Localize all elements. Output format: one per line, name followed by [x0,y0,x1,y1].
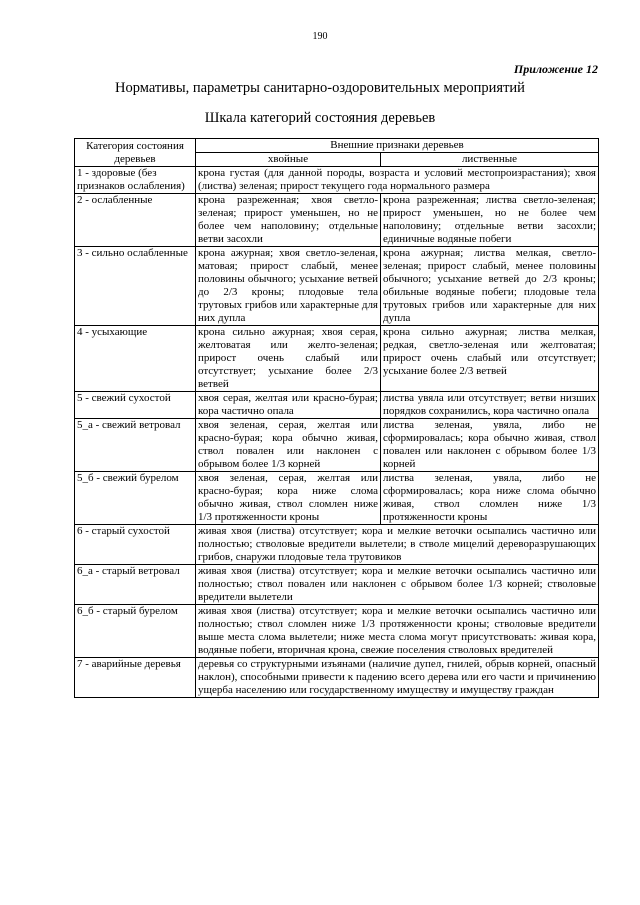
category-cell: 1 - здоровые (без признаков ослабления) [75,167,196,194]
conifer-cell: хвоя зеленая, серая, желтая или красно-бурая; кора обычно живая, ствол повален или наклонен с обрывом более 1/3 корней [196,419,381,472]
deciduous-cell: крона разреженная; листва светло-зеленая; прирост уменьшен, но не более чем наполовину; отдельные ветви засохли; единичные водяные побеги [381,194,599,247]
tree-condition-table [74,138,599,698]
table-row [75,472,599,525]
category-cell: 5 - свежий сухостой [75,392,196,419]
table-row [75,605,599,658]
category-cell: 2 - ослабленные [75,194,196,247]
category-cell: 6 - старый сухостой [75,525,196,565]
signs-cell: крона густая (для данной породы, возраста и условий местопроизрастания); хвоя (листва) зеленая; прирост текущего года нормального размера [196,167,599,194]
header-deciduous: лиственные [381,153,599,167]
conifer-cell: хвоя серая, желтая или красно-бурая; кора частично опала [196,392,381,419]
table-row [75,167,599,194]
header-external-signs: Внешние признаки деревьев [196,139,599,153]
signs-cell: деревья со структурными изъянами (наличие дупел, гнилей, обрыв корней, опасный наклон), способными привести к падению всего дерева или его части и причинению ущерба населению или государственному имуществу и имуществу граждан [196,658,599,698]
deciduous-cell: крона сильно ажурная; листва мелкая, редкая, светло-зеленая или желтоватая; прирост очень слабый или отсутствует; усыхание более 2/3 ветвей [381,326,599,392]
category-cell: 6_а - старый ветровал [75,565,196,605]
table-row [75,419,599,472]
table-header [75,139,599,167]
signs-cell: живая хвоя (листва) отсутствует; кора и мелкие веточки осыпались частично или полностью; стволовые вредители вылетели; в стволе мицелий дереворазрушающих грибов, снаружи плодовые тела трутовиков [196,525,599,565]
category-cell: 5_б - свежий бурелом [75,472,196,525]
conifer-cell: крона ажурная; хвоя светло-зеленая, матовая; прирост слабый, менее половины обычного; усыхание ветвей до 2/3 кроны; плодовые тела трутовых грибов или характерные для них дупла [196,247,381,326]
header-category: Категория состояния деревьев [75,139,196,167]
category-cell: 7 - аварийные деревья [75,658,196,698]
category-cell: 5_а - свежий ветровал [75,419,196,472]
table-row [75,565,599,605]
conifer-cell: крона сильно ажурная; хвоя серая, желтоватая или желто-зеленая; прирост очень слабый или отсутствует; усыхание более 2/3 ветвей [196,326,381,392]
signs-cell: живая хвоя (листва) отсутствует; кора и мелкие веточки осыпались частично или полностью; ствол сломлен ниже 1/3 протяженности кроны; стволовые вредители выше места слома вылетели; ниже места слома могут присутствовать: живая кора, водяные побеги, вторичная крона, свежие поселения стволовых вредителей [196,605,599,658]
category-cell: 4 - усыхающие [75,326,196,392]
appendix-label: Приложение 12 [513,62,598,76]
deciduous-cell: листва зеленая, увяла, либо не сформировалась; кора ниже слома обычно живая, ствол сломлен ниже 1/3 протяженности кроны [381,472,599,525]
table-row [75,326,599,392]
deciduous-cell: листва увяла или отсутствует; ветви низших порядков сохранились, кора частично опала [381,392,599,419]
deciduous-cell: крона ажурная; листва мелкая, светло-зеленая; прирост слабый, менее половины обычного; усыхание ветвей до 2/3 кроны; обильные водяные побеги; плодовые тела трутовых грибов или характерные для них дупла [381,247,599,326]
table-row [75,392,599,419]
table-row [75,525,599,565]
conifer-cell: крона разреженная; хвоя светло-зеленая; прирост уменьшен, но не более чем наполовину; отдельные ветви засохли [196,194,381,247]
table-row [75,194,599,247]
table-title: Шкала категорий состояния деревьев [204,110,436,126]
page-title: Нормативы, параметры санитарно-оздоровительных мероприятий [115,80,525,96]
page-number: 190 [312,31,328,42]
table-body [75,167,599,698]
signs-cell: живая хвоя (листва) отсутствует; кора и мелкие веточки осыпались частично или полностью; ствол повален или наклонен с обрывом более 1/3 корней; стволовые вредители вылетели [196,565,599,605]
category-cell: 3 - сильно ослабленные [75,247,196,326]
table-row [75,658,599,698]
conifer-cell: хвоя зеленая, серая, желтая или красно-бурая; кора ниже слома обычно живая, ствол сломлен ниже 1/3 протяженности кроны [196,472,381,525]
deciduous-cell: листва зеленая, увяла, либо не сформировалась; кора обычно живая, ствол повален или наклонен с обрывом более 1/3 корней [381,419,599,472]
category-cell: 6_б - старый бурелом [75,605,196,658]
table-row [75,247,599,326]
header-conifer: хвойные [196,153,381,167]
